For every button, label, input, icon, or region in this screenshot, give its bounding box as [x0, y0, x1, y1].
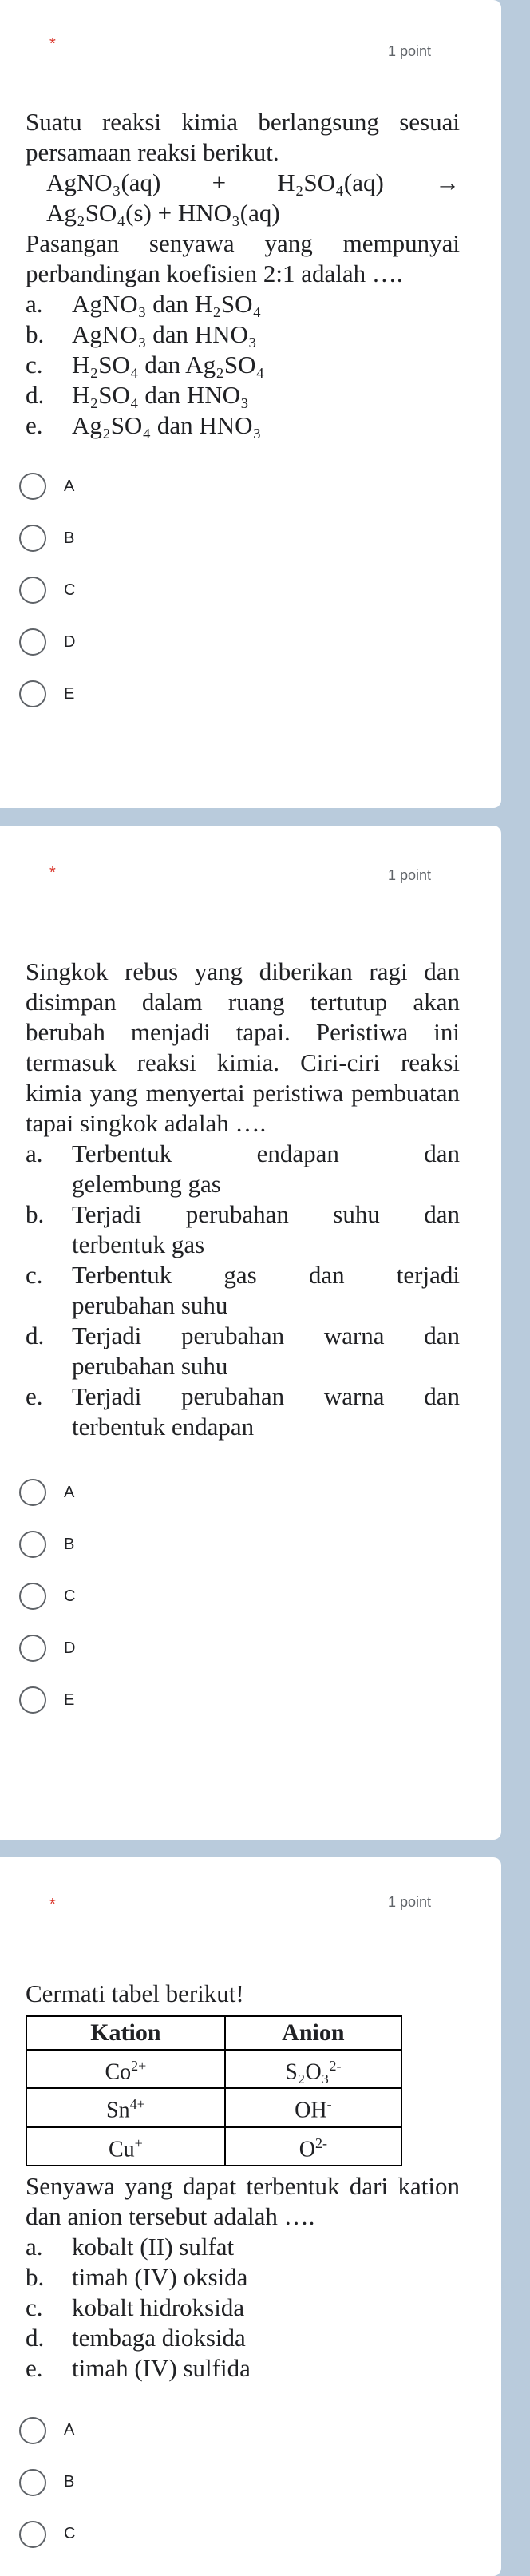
question-prompt: Pasangan senyawa yang mempunyai perbandingan koefisien 2:1 adalah ….: [26, 229, 460, 287]
radio-circle[interactable]: [19, 1583, 46, 1610]
question-intro: Suatu reaksi kimia berlangsung sesuai persamaan reaksi berikut.: [26, 108, 460, 166]
radio-option-c[interactable]: C: [26, 2516, 466, 2553]
radio-circle[interactable]: [19, 1686, 46, 1714]
reaction-products: Ag₂SO₄(s) + HNO₃(aq): [46, 199, 280, 227]
question-text: [26, 957, 466, 1442]
reactant-2: H₂SO₄(aq): [277, 168, 384, 196]
option-d: d. H₂SO₄ dan HNO₃: [26, 381, 249, 409]
radio-circle[interactable]: [19, 473, 46, 500]
radio-option-c[interactable]: C: [26, 1578, 466, 1615]
radio-circle[interactable]: [19, 2469, 46, 2496]
required-asterisk: *: [49, 864, 56, 882]
option-c: c. Terbentuk gas dan terjadi perubahan suhu: [26, 1261, 460, 1319]
radio-option-d[interactable]: D: [26, 624, 466, 660]
points-label: 1 point: [387, 1894, 431, 1910]
radio-option-a[interactable]: A: [26, 468, 466, 505]
radio-option-e[interactable]: E: [26, 1682, 466, 1718]
option-b: b. AgNO₃ dan HNO₃: [26, 320, 257, 348]
radio-option-a[interactable]: A: [26, 2412, 466, 2449]
option-b: b. timah (IV) oksida: [26, 2262, 248, 2291]
plus-sign: +: [212, 168, 227, 196]
reaction-equation: [26, 168, 460, 198]
option-d: d. Terjadi perubahan warna dan perubahan suhu: [26, 1322, 460, 1380]
required-asterisk: *: [49, 35, 56, 53]
question-card-1: [0, 0, 501, 808]
option-b: b. Terjadi perubahan suhu dan terbentuk gas: [26, 1200, 460, 1258]
ion-table: [26, 2015, 402, 2166]
option-d: d. tembaga dioksida: [26, 2323, 246, 2352]
radio-group: [26, 1474, 466, 1718]
table-row: [26, 2127, 401, 2166]
radio-group: [26, 2412, 466, 2553]
arrow-icon: →: [434, 168, 460, 196]
radio-option-d[interactable]: D: [26, 1630, 466, 1666]
option-e: e. timah (IV) sulfida: [26, 2353, 251, 2382]
table-row: [26, 2050, 401, 2088]
cation-cell: $Co^{2+}$: [26, 2050, 225, 2088]
radio-option-e[interactable]: E: [26, 676, 466, 712]
option-c: c. H₂SO₄ dan Ag₂SO₄: [26, 351, 265, 378]
points-label: 1 point: [387, 43, 431, 59]
anion-cell: $O^{2-}$: [225, 2127, 401, 2166]
question-prompt: Senyawa yang dapat terbentuk dari kation dan anion tersebut adalah ….: [26, 2171, 460, 2230]
option-a: a. AgNO₃ dan H₂SO₄: [26, 290, 262, 318]
cation-cell: $Sn^{4+}$: [26, 2088, 225, 2126]
radio-circle[interactable]: [19, 577, 46, 604]
reactant-1: AgNO₃(aq): [46, 168, 161, 196]
required-asterisk: *: [49, 1896, 56, 1913]
radio-circle[interactable]: [19, 680, 46, 707]
radio-option-a[interactable]: A: [26, 1474, 466, 1511]
column-header: Anion: [225, 2016, 401, 2050]
table-header-row: [26, 2016, 401, 2050]
radio-option-b[interactable]: B: [26, 520, 466, 557]
radio-circle[interactable]: [19, 525, 46, 552]
radio-option-c[interactable]: C: [26, 572, 466, 608]
question-body: Singkok rebus yang diberikan ragi dan disimpan dalam ruang tertutup akan berubah menjadi tapai. Peristiwa ini termasuk reaksi kimia. Ciri-ciri reaksi kimia yang menyertai peristiwa pembuatan tapai singkok adalah ….: [26, 957, 460, 1137]
table-row: [26, 2088, 401, 2126]
radio-circle[interactable]: [19, 2521, 46, 2548]
cation-cell: Cu+: [26, 2127, 225, 2166]
radio-circle[interactable]: [19, 1635, 46, 1662]
question-card-2: [0, 826, 501, 1840]
option-a: a. kobalt (II) sulfat: [26, 2232, 235, 2261]
question-card-3: [0, 1857, 501, 2576]
points-label: 1 point: [387, 867, 431, 883]
radio-option-b[interactable]: B: [26, 1526, 466, 1563]
option-e: e. Ag₂SO₄ dan HNO₃: [26, 411, 262, 439]
question-intro: Cermati tabel berikut!: [26, 1980, 244, 2007]
radio-circle[interactable]: [19, 1479, 46, 1506]
anion-cell: S₂O₃$^{2-}$: [225, 2050, 401, 2088]
option-a: a. Terbentuk endapan dan gelembung gas: [26, 1139, 460, 1198]
radio-circle[interactable]: [19, 628, 46, 656]
anion-cell: OH-: [225, 2088, 401, 2126]
question-text: [26, 1979, 466, 2384]
radio-circle[interactable]: [19, 2417, 46, 2444]
column-header: Kation: [26, 2016, 225, 2050]
question-text: [26, 107, 466, 441]
option-c: c. kobalt hidroksida: [26, 2293, 245, 2321]
option-e: e. Terjadi perubahan warna dan terbentuk endapan: [26, 1382, 460, 1441]
radio-option-b[interactable]: B: [26, 2464, 466, 2501]
radio-circle[interactable]: [19, 1531, 46, 1558]
radio-group: [26, 468, 466, 712]
